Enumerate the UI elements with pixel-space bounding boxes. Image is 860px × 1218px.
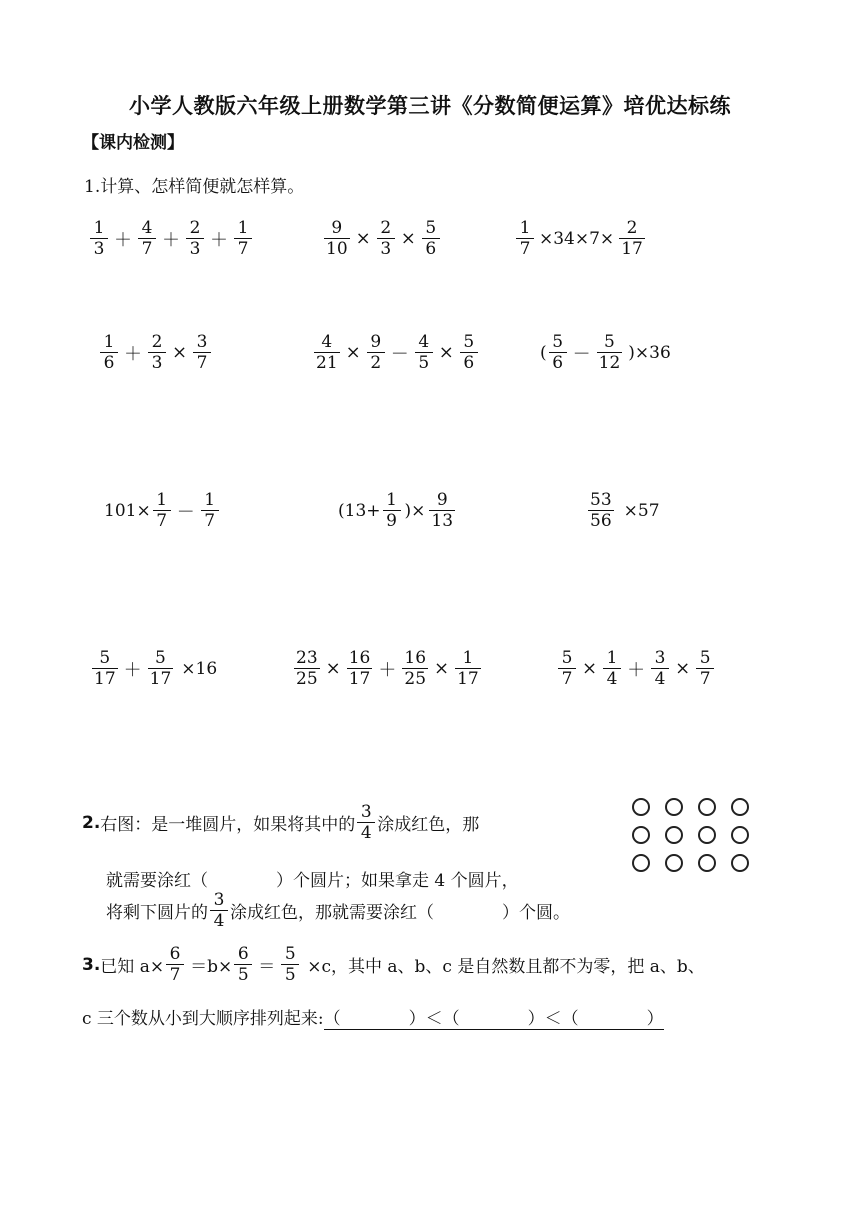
fraction: $\frac{1}{6}$ [100,332,118,373]
fraction: $\frac{23}{25}$ [296,648,318,689]
circle-pieces-figure [632,798,751,872]
fraction: $\frac{16}{25}$ [404,648,427,689]
expression-4: $\frac{1}{6}$ ＋ $\frac{2}{3}$ × $\frac{3}{7}$ [98,332,213,373]
expression-6: ( $\frac{5}{6}$ － $\frac{5}{12}$ )×36 [540,332,671,373]
fraction: $\frac{9}{13}$ [431,490,454,531]
expression-1: $\frac{1}{3}$ ＋ $\frac{4}{7}$ ＋ $\frac{2}{3}$ ＋ $\frac{1}{7}$ [88,218,254,259]
circle-piece [632,826,650,844]
question-2-line-2: 就需要涂红（ ）个圆片；如果拿走 4 个圆片， [106,871,519,891]
fraction: $\frac{1}{7}$ [234,218,252,259]
fraction: $\frac{1}{7}$ [201,490,219,531]
fraction: $\frac{2}{3}$ [377,218,395,259]
expression-2: $\frac{9}{10}$ × $\frac{2}{3}$ × $\frac{5}{6}$ [322,218,442,259]
fraction: $\frac{5}{5}$ [281,944,299,985]
fraction: $\frac{9}{10}$ [326,218,348,259]
circle-piece [665,798,683,816]
fraction: $\frac{1}{17}$ [457,648,479,689]
fraction: $\frac{3}{4}$ [651,648,669,689]
fraction: $\frac{1}{7}$ [153,490,171,531]
circle-piece [731,854,749,872]
fraction: $\frac{9}{2}$ [367,332,385,373]
question-1-prompt: 1.计算、怎样简便就怎样算。 [84,177,305,197]
expression-5: $\frac{4}{21}$ × $\frac{9}{2}$ － $\frac{4}{5}$ × $\frac{5}{6}$ [312,332,480,373]
fraction: $\frac{5}{12}$ [598,332,621,373]
fraction: $\frac{4}{5}$ [415,332,433,373]
fraction: $\frac{2}{17}$ [621,218,643,259]
fraction: $\frac{5}{7}$ [558,648,576,689]
section-heading: 【课内检测】 [82,133,184,153]
fraction: $\frac{1}{9}$ [383,490,401,531]
fraction: $\frac{3}{4}$ [357,802,375,843]
fraction: $\frac{5}{17}$ [149,648,172,689]
fraction: $\frac{16}{17}$ [348,648,371,689]
circle-piece [665,854,683,872]
circle-piece [698,854,716,872]
fraction: $\frac{1}{4}$ [603,648,621,689]
expression-10: $\frac{5}{17}$ ＋ $\frac{5}{17}$ ×16 [94,648,218,689]
circle-piece [665,826,683,844]
fraction: $\frac{3}{7}$ [193,332,211,373]
expression-9: $\frac{53}{56}$ ×57 [590,490,660,531]
fraction: $\frac{5}{6}$ [422,218,440,259]
fraction: $\frac{3}{4}$ [210,890,228,931]
fraction: $\frac{1}{7}$ [516,218,534,259]
fraction: $\frac{2}{3}$ [186,218,204,259]
circle-piece [731,826,749,844]
answer-blank-order[interactable]: （ ）＜（ ）＜（ ） [323,1009,664,1029]
fraction: $\frac{5}{6}$ [460,332,478,373]
fraction: $\frac{4}{21}$ [316,332,338,373]
expression-11: $\frac{23}{25}$ × $\frac{16}{17}$ ＋ $\frac{16}{25}$ × $\frac{1}{17}$ [296,648,479,689]
question-2-line-3: 将剩下圆片的 $\frac{3}{4}$ 涂成红色，那就需要涂红（ ）个圆。 [106,890,570,931]
fraction: $\frac{1}{3}$ [90,218,108,259]
expression-12: $\frac{5}{7}$ × $\frac{1}{4}$ ＋ $\frac{3}{4}$ × $\frac{5}{7}$ [556,648,716,689]
page-title: 小学人教版六年级上册数学第三讲《分数简便运算》培优达标练 [129,94,731,118]
circle-piece [698,798,716,816]
fraction: $\frac{6}{5}$ [234,944,252,985]
fraction: $\frac{6}{7}$ [166,944,184,985]
circle-piece [731,798,749,816]
fraction: $\frac{5}{7}$ [696,648,714,689]
fraction: $\frac{2}{3}$ [148,332,166,373]
circle-piece [632,854,650,872]
fraction: $\frac{5}{17}$ [94,648,116,689]
question-2-line-1: 2. 右图：是一堆圆片，如果将其中的 $\frac{3}{4}$ 涂成红色，那 [82,802,480,843]
circle-piece [632,798,650,816]
fraction: $\frac{53}{56}$ [590,490,612,531]
question-3-line-1: 3. 已知 a× $\frac{6}{7}$ ＝b× $\frac{6}{5}$ ＝ $\frac{5}{5}$ ×c，其中 a、b、c 是自然数且都不为零，把 a、b、 [82,944,705,985]
circle-piece [698,826,716,844]
expression-8: (13+ $\frac{1}{9}$ )× $\frac{9}{13}$ [338,490,454,531]
question-3-line-2: c 三个数从小到大顺序排列起来:（ ）＜（ ）＜（ ） [82,1009,664,1029]
expression-3: $\frac{1}{7}$ ×34×7× $\frac{2}{17}$ [514,218,647,259]
expression-7: 101× $\frac{1}{7}$ － $\frac{1}{7}$ [104,490,221,531]
fraction: $\frac{4}{7}$ [138,218,156,259]
fraction: $\frac{5}{6}$ [549,332,567,373]
